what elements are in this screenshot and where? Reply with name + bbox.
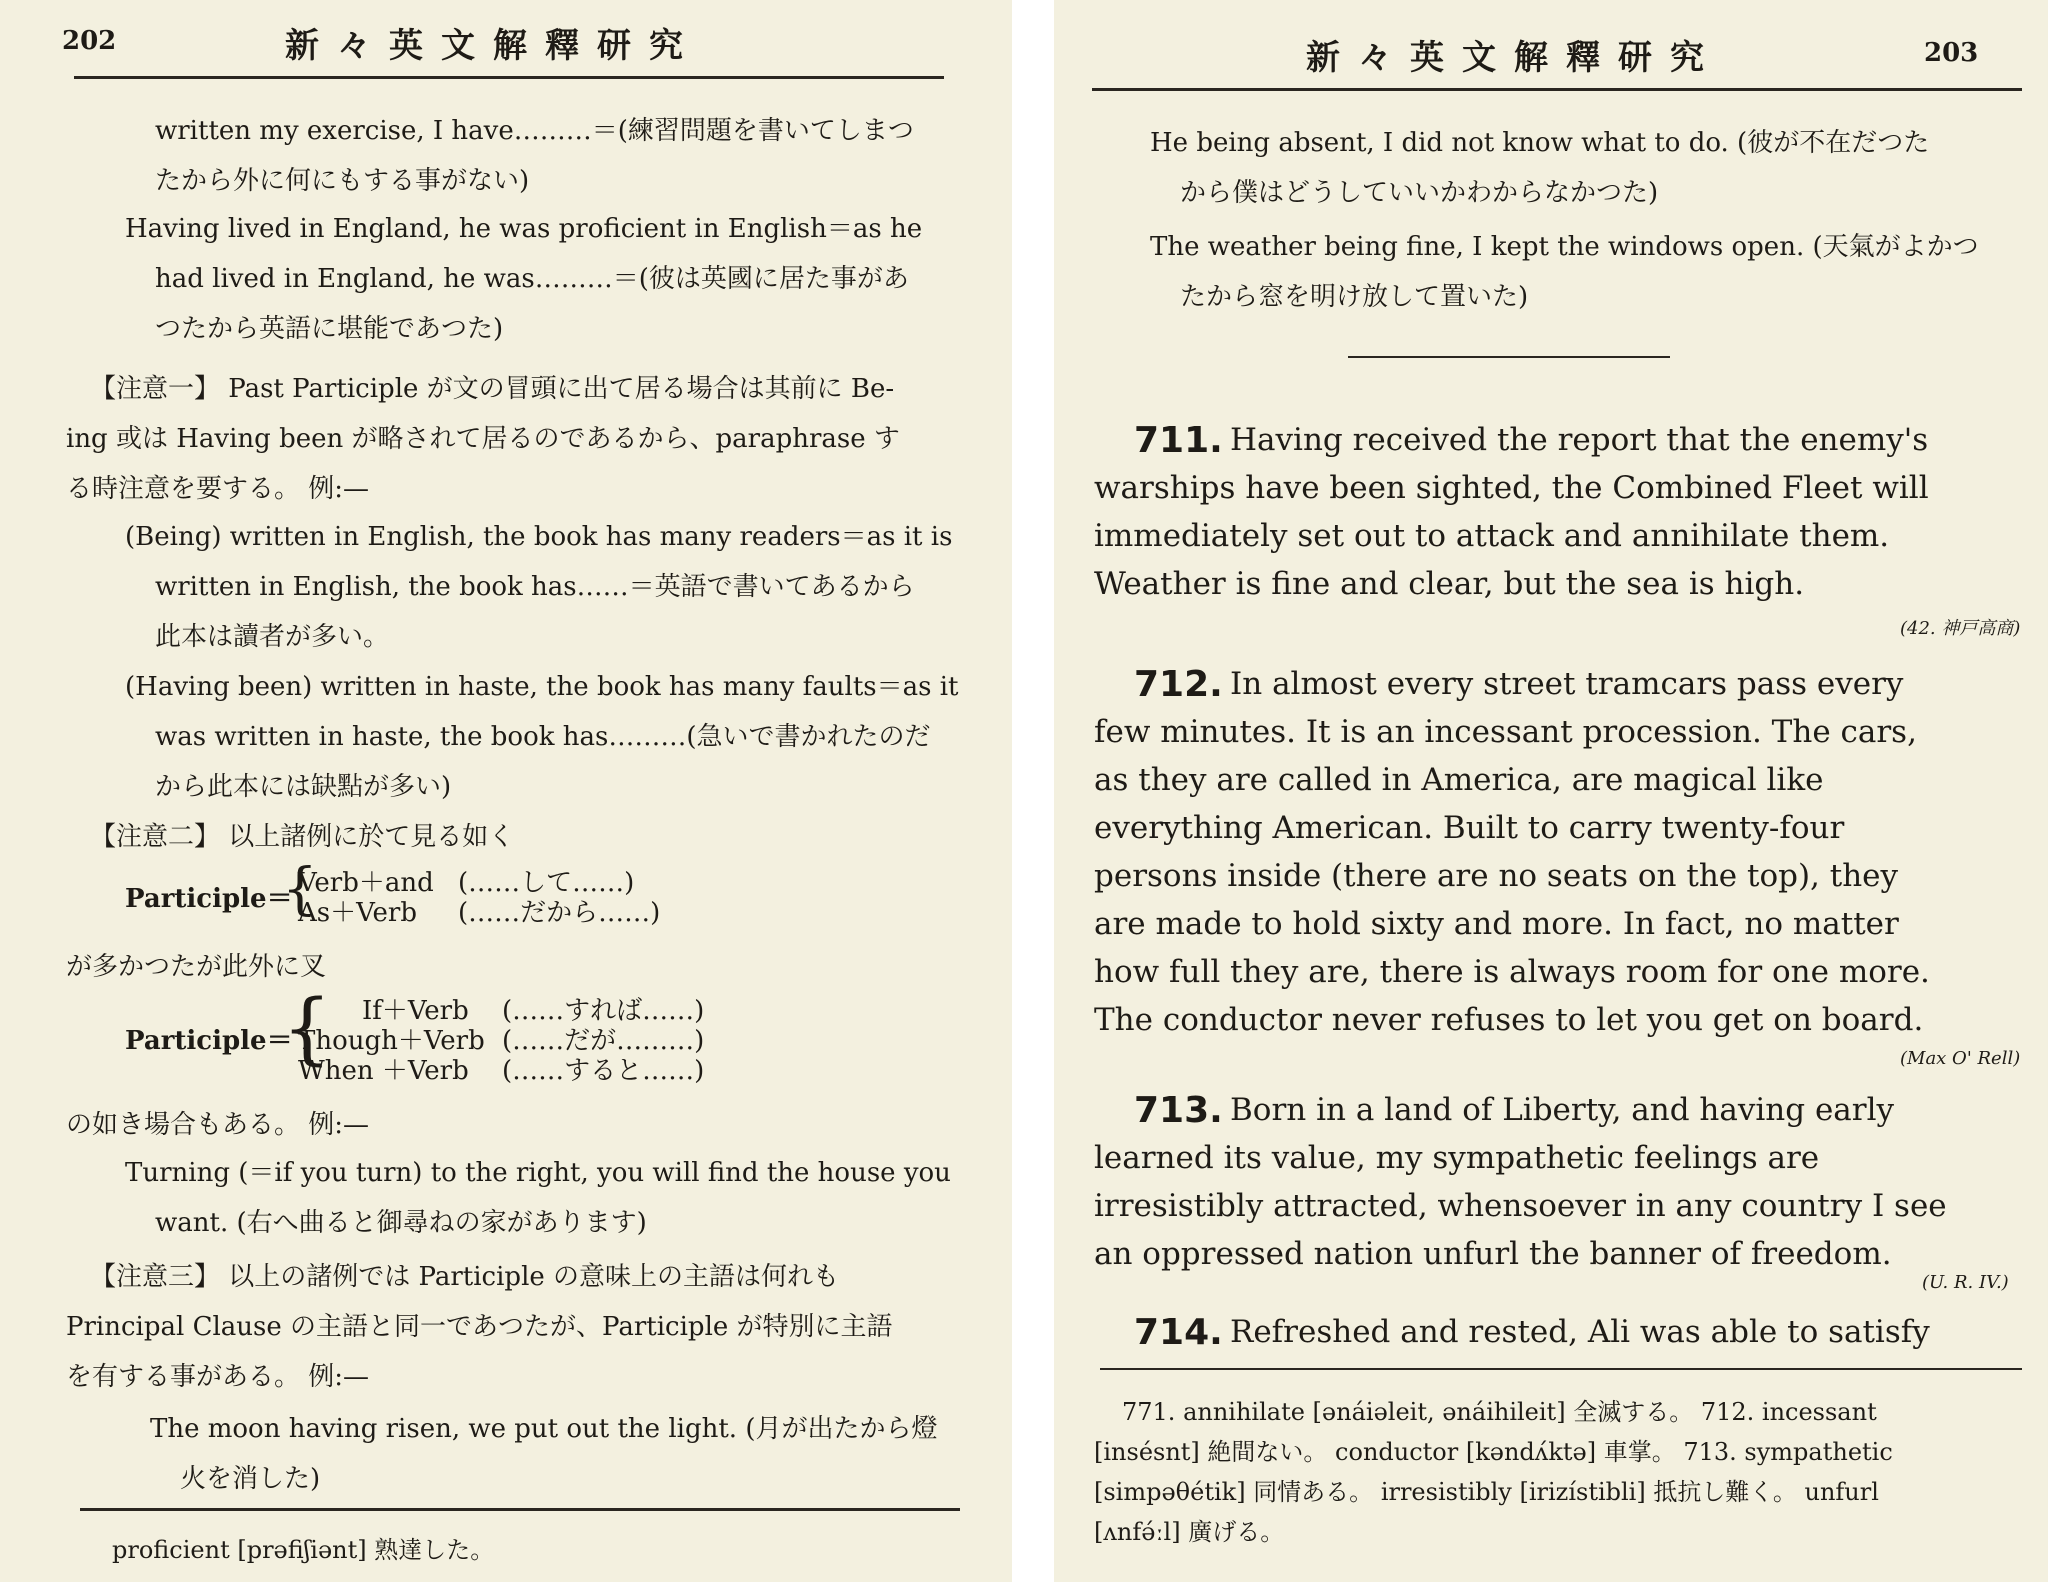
exercise-line: Born in a land of Liberty, and having early: [1230, 1092, 1895, 1128]
text-line: had lived in England, he was………＝(彼は英國に居た事があ: [155, 264, 909, 294]
formula-term: As＋Verb: [298, 898, 417, 928]
section-rule: [1348, 356, 1670, 358]
exercise-line: Weather is fine and clear, but the sea is high.: [1094, 566, 1805, 602]
text-line: ing 或は Having been が略されて居るのであるから、paraphrase す: [66, 424, 900, 454]
text-line: が多かつたが此外に叉: [66, 952, 327, 982]
exercise-line: Refreshed and rested, Ali was able to satisfy: [1230, 1314, 1930, 1350]
exercise-line: The conductor never refuses to let you get on board.: [1094, 1002, 1924, 1038]
exercise-line: In almost every street tramcars pass every: [1230, 666, 1904, 702]
text-line: を有する事がある。 例:—: [66, 1362, 370, 1392]
left-page: [0, 0, 1012, 1582]
page-number: 203: [1924, 38, 1979, 68]
header-rule: [74, 76, 944, 79]
text-line: was written in haste, the book has………(急いで書かれたのだ: [155, 722, 931, 752]
exercise-line: an oppressed nation unfurl the banner of freedom.: [1094, 1236, 1892, 1272]
footnote-line: [simpəθétik] 同情ある。 irresistibly [irizístibli] 抵抗し難く。 unfurl: [1094, 1478, 1879, 1506]
text-line: 此本は讀者が多い。: [155, 622, 390, 652]
footnote-line: [insésnt] 絶間ない。 conductor [kəndʌ́ktə] 車掌。 713. sympathetic: [1094, 1438, 1893, 1466]
note-two-heading: 【注意二】 以上諸例に於て見る如く: [90, 822, 515, 852]
formula-label: Participle＝: [125, 1026, 293, 1056]
exercise-line: Having received the report that the enemy's: [1230, 422, 1929, 458]
note-one-heading: 【注意一】 Past Participle が文の冒頭に出て居る場合は其前に Be-: [90, 374, 895, 404]
exercise-line: learned its value, my sympathetic feelings are: [1094, 1140, 1820, 1176]
footnote: proficient [prəfiʃiənt] 熟達した。: [112, 1536, 495, 1564]
exercise-number: 714.: [1134, 1312, 1223, 1353]
text-line: 火を消した): [180, 1464, 321, 1494]
header-rule: [1092, 88, 2022, 91]
exercise-number: 711.: [1134, 420, 1223, 461]
exercise-line: few minutes. It is an incessant procession. The cars,: [1094, 714, 1917, 750]
text-line: (Being) written in English, the book has many readers＝as it is: [125, 522, 953, 552]
formula-gloss: (……すれば……): [502, 996, 705, 1026]
example-line: The weather being fine, I kept the windows open. (天氣がよかつ: [1150, 232, 1979, 262]
exercise-source: (Max O' Rell): [1900, 1048, 2021, 1069]
exercise-line: how full they are, there is always room for one more.: [1094, 954, 1930, 990]
exercise-line: warships have been sighted, the Combined Fleet will: [1094, 470, 1929, 506]
text-line: The moon having risen, we put out the light. (月が出たから燈: [150, 1414, 938, 1444]
exercise-line: persons inside (there are no seats on the top), they: [1094, 858, 1899, 894]
page-number: 202: [62, 26, 117, 56]
formula-gloss: (……だが………): [502, 1026, 705, 1056]
running-header: 新々英文解釋研究: [285, 26, 701, 66]
text-line: want. (右へ曲ると御尋ねの家があります): [155, 1208, 647, 1238]
footnote-line: 771. annihilate [ənáiəleit, ənáihileit] 全滅する。 712. incessant: [1122, 1398, 1877, 1426]
footnote-rule: [80, 1508, 960, 1511]
text-line: Turning (＝if you turn) to the right, you will find the house you: [125, 1158, 951, 1188]
text-line: たから外に何にもする事がない): [155, 166, 530, 196]
text-line: つたから英語に堪能であつた): [155, 314, 504, 344]
brace-icon: {: [282, 857, 318, 922]
gutter: [1012, 0, 1054, 1582]
footnote-rule: [1100, 1368, 2022, 1370]
brace-icon: {: [282, 984, 332, 1074]
exercise-source: (U. R. IV.): [1922, 1272, 2009, 1293]
formula-gloss: (……すると……): [502, 1056, 705, 1086]
formula-term: Verb＋and: [298, 868, 434, 898]
formula-gloss: (……して……): [458, 868, 635, 898]
text-line: から此本には缺點が多い): [155, 772, 452, 802]
formula-term: If＋Verb: [362, 996, 469, 1026]
formula-gloss: (……だから……): [458, 898, 661, 928]
exercise-line: everything American. Built to carry twenty-four: [1094, 810, 1845, 846]
right-page: [1054, 0, 2048, 1582]
text-line: written my exercise, I have………＝(練習問題を書いてしまつ: [155, 116, 914, 146]
exercise-line: irresistibly attracted, whensoever in any country I see: [1094, 1188, 1947, 1224]
exercise-number: 713.: [1134, 1090, 1223, 1131]
example-line: から僕はどうしていいかわからなかつた): [1180, 178, 1659, 208]
exercise-number: 712.: [1134, 664, 1223, 705]
running-header: 新々英文解釋研究: [1306, 38, 1722, 78]
formula-term: Though＋Verb: [298, 1026, 485, 1056]
exercise-line: as they are called in America, are magical like: [1094, 762, 1824, 798]
formula-label: Participle＝: [125, 884, 293, 914]
example-line: たから窓を明け放して置いた): [1180, 282, 1529, 312]
text-line: Principal Clause の主語と同一であつたが、Participle が特別に主語: [66, 1312, 893, 1342]
exercise-line: are made to hold sixty and more. In fact, no matter: [1094, 906, 1899, 942]
text-line: る時注意を要する。 例:—: [66, 474, 370, 504]
example-line: He being absent, I did not know what to do. (彼が不在だつた: [1150, 128, 1930, 158]
note-three-heading: 【注意三】 以上の諸例では Participle の意味上の主語は何れも: [90, 1262, 840, 1292]
exercise-source: (42. 神戸高商): [1900, 618, 2021, 639]
text-line: の如き場合もある。 例:—: [66, 1110, 370, 1140]
exercise-line: immediately set out to attack and annihilate them.: [1094, 518, 1890, 554]
text-line: (Having been) written in haste, the book has many faults＝as it: [125, 672, 959, 702]
text-line: written in English, the book has……＝英語で書いてあるから: [155, 572, 915, 602]
text-line: Having lived in England, he was proficient in English＝as he: [125, 214, 923, 244]
formula-term: When ＋Verb: [298, 1056, 469, 1086]
footnote-line: [ʌnfə́ːl] 廣げる。: [1094, 1518, 1285, 1546]
